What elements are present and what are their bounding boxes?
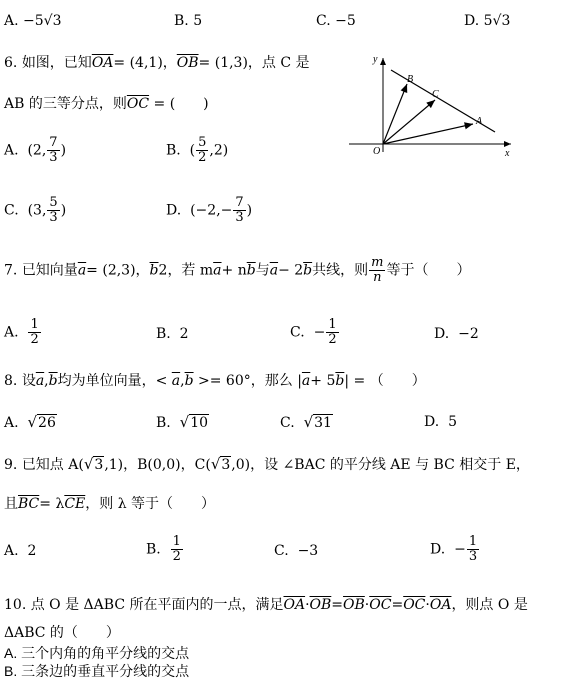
q9-option-d: D. − $\frac{1}{3}$ <box>430 534 478 564</box>
q10-stem-line2: ΔABC 的（ ） <box>4 625 120 641</box>
q5-option-d: D. 5√3 <box>464 13 511 29</box>
q9-stem-line1: 9. 已知点 A(√3,1)，B(0,0)，C(√3,0)，设 ∠BAC 的平分线 AE 与 BC 相交于 E， <box>4 455 530 473</box>
q7-option-d: D. −2 <box>434 326 479 342</box>
q7-option-a: A. $\frac{1}{2}$ <box>4 317 39 347</box>
q8-stem: 8. 设$\overline{a},\overline{b}$均为单位向量，< $\overline{a},\overline{b} >= 60^\circ$，那么 $|\overline{a}+ 5\overline{b}|$ = （ ） <box>4 373 426 389</box>
label-y: y <box>373 54 378 65</box>
label-a: A <box>476 116 483 127</box>
label-c: C <box>432 89 439 100</box>
q6-option-b: B. ( $\frac{5}{2}$ ,2) <box>166 135 229 165</box>
q8-option-b: B. √10 <box>156 413 209 431</box>
q5-option-a: A. −5√3 <box>4 13 62 29</box>
label-x: x <box>505 148 510 159</box>
q9-option-a: A. 2 <box>4 543 37 559</box>
q9-option-c: C. −3 <box>274 543 319 559</box>
q6-options-cd <box>4 196 334 226</box>
q6-stem-line2: AB 的三等分点，则$\overline{OC}$ = ( ) <box>4 96 209 112</box>
q6-stem-line1: 6. 如图，已知$\overline{OA}= (4,1)$，$\overline{OB}= (1,3)$，点 C 是 <box>4 55 310 71</box>
q9-stem-line2: 且$\overline{BC}= \lambda\overline{CE}$，则 λ 等于（ ） <box>4 496 216 512</box>
q10-option-a: A. 三个内角的角平分线的交点 <box>4 645 190 661</box>
label-o: O <box>373 146 381 157</box>
q9-option-b: B. $\frac{1}{2}$ <box>146 534 181 564</box>
q6-vector-figure <box>345 52 515 162</box>
q6-option-a: A. (2, $\frac{7}{3}$ ) <box>4 135 67 165</box>
q6-options-ab <box>4 136 334 166</box>
q10-stem-line1: 10. 点 O 是 ΔABC 所在平面内的一点，满足$\overline{OA}\cdot\overline{OB}=\overline{OB}\cdot\overline{OC}=\overline{OC}\cdot\overline{OA}$，则点 O 是 <box>4 597 528 613</box>
q7-option-b: B. 2 <box>156 326 189 342</box>
q8-option-c: C. √31 <box>280 413 332 431</box>
q6-option-c: C. (3, $\frac{5}{3}$ ) <box>4 195 67 225</box>
q8-option-d: D. 5 <box>424 414 458 430</box>
q6-option-d: D. (−2,− $\frac{7}{3}$ ) <box>166 195 253 225</box>
q5-option-c: C. −5 <box>316 13 356 29</box>
q9-options <box>4 535 564 569</box>
q7-stem: 7. 已知向量$\overline{a}= (2,3)$，$\overline{b}2$，若 $m\overline{a}+ n\overline{b}$与$\overline{a}- 2\overline{b}$共线，则 $\frac{m}{n}$ 等于（ ） <box>4 255 471 285</box>
q10-option-b: B. 三条边的垂直平分线的交点 <box>4 663 190 679</box>
vector-ob <box>383 84 407 144</box>
q5-option-b: B. 5 <box>174 13 203 29</box>
label-b: B <box>407 74 414 85</box>
q8-option-a: A. √26 <box>4 413 56 431</box>
q7-option-c: C. − $\frac{1}{2}$ <box>290 317 337 347</box>
vector-oa <box>383 124 473 144</box>
q7-options <box>4 318 564 352</box>
vector-oc <box>383 100 435 144</box>
